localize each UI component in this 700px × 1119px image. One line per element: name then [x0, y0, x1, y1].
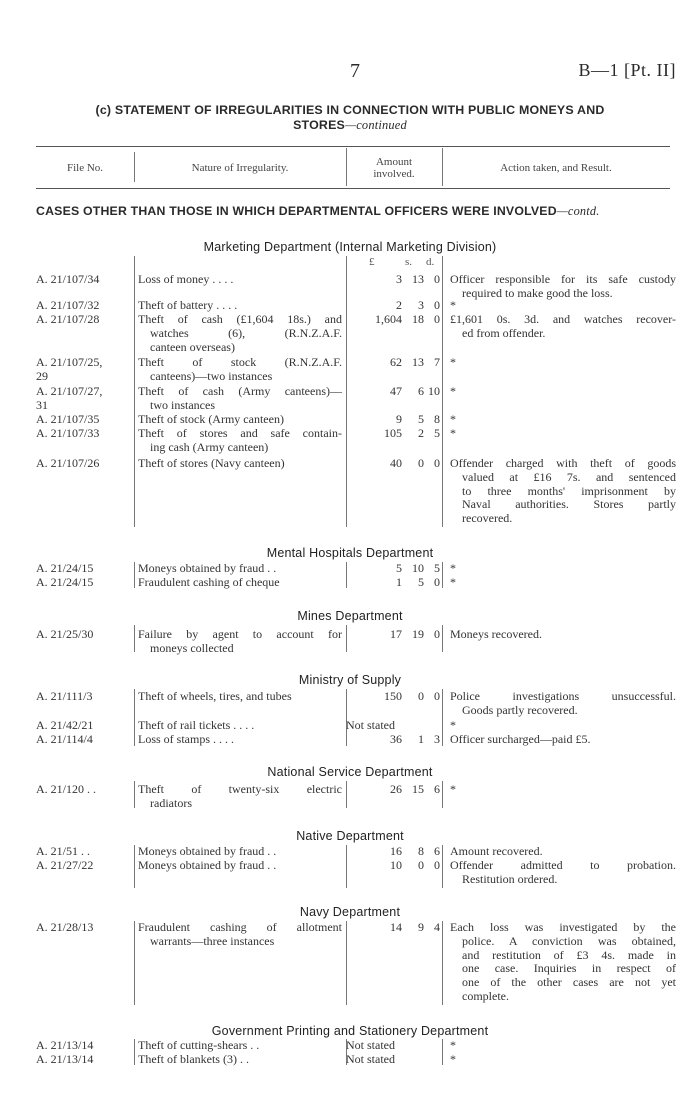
irregularity-nature [138, 859, 342, 873]
file-number [36, 562, 132, 576]
irregularity-nature [138, 1053, 342, 1067]
page-reference: B—1 [Pt. II] [578, 60, 676, 80]
amount-involved [346, 690, 440, 702]
action-result [450, 427, 676, 441]
amount-involved [346, 273, 440, 285]
amount-involved [346, 921, 440, 933]
file-number [36, 299, 132, 313]
amount-lsd [346, 562, 440, 574]
action-line: * [450, 718, 456, 732]
amount-lsd [346, 628, 440, 640]
column-divider [442, 845, 443, 888]
action-line: Officer surcharged—paid £5. [450, 732, 591, 746]
file-number-line: A. 21/107/25, [36, 355, 103, 369]
amount-pence: 0 [434, 312, 440, 326]
action-result [450, 457, 676, 526]
page-number: 7 [350, 60, 360, 82]
amount-pounds: 2 [396, 298, 402, 312]
amount-pence: 5 [434, 426, 440, 440]
action-line: * [450, 298, 456, 312]
department-heading: Ministry of Supply [298, 673, 402, 687]
amount-involved [346, 845, 440, 857]
amount-shillings: 15 [412, 782, 424, 796]
cases-heading-text: CASES OTHER THAN THOSE IN WHICH DEPARTMENTAL OFFICERS WERE INVOLVED [36, 204, 557, 218]
amount-pence: 0 [434, 858, 440, 872]
column-divider [134, 625, 135, 652]
column-divider [134, 562, 135, 588]
amount-involved [346, 733, 440, 745]
header-divider [134, 152, 135, 182]
file-number [36, 733, 132, 747]
action-line: Amount recovered. [450, 844, 543, 858]
action-line: Offender charged with theft of goods [450, 456, 676, 470]
amount-pence: 5 [434, 561, 440, 575]
action-result [450, 413, 676, 427]
action-result [450, 628, 676, 642]
amount-pounds: 62 [390, 355, 402, 369]
column-header-action: Action taken, and Result. [500, 162, 612, 174]
amount-involved [346, 299, 440, 311]
cases-heading [36, 204, 672, 219]
amount-lsd [346, 783, 440, 795]
lsd-shillings: s. [405, 256, 413, 268]
amount-lsd [346, 859, 440, 871]
file-number-line: A. 21/107/33 [36, 426, 100, 440]
file-number-line: A. 21/107/27, [36, 384, 103, 398]
amount-shillings: 2 [418, 426, 424, 440]
file-number-line: A. 21/24/15 [36, 561, 94, 575]
nature-line: Moneys obtained by fraud . . [138, 561, 277, 575]
action-line: required to make good the loss. [462, 285, 613, 300]
amount-lsd [346, 690, 440, 702]
title-line-2 [30, 118, 670, 133]
action-line: and restitution of £3 4s. made in [462, 947, 676, 962]
amount-pounds: 47 [390, 384, 402, 398]
irregularity-nature [138, 783, 342, 811]
irregularity-nature [138, 733, 342, 747]
nature-line: Theft of twenty-six electric [138, 782, 342, 796]
amount-pence: 0 [434, 627, 440, 641]
lsd-pounds: £ [369, 256, 375, 268]
action-result [450, 356, 676, 370]
amount-involved [346, 1053, 440, 1065]
file-number-line: A. 21/107/32 [36, 298, 100, 312]
action-line: * [450, 1052, 456, 1066]
file-number [36, 1039, 132, 1053]
file-number [36, 273, 132, 287]
department-heading: Native Department [296, 829, 404, 843]
action-line: one case. Inquiries in respect of [462, 961, 676, 976]
action-line: recovered. [462, 511, 513, 526]
column-divider [442, 1039, 443, 1065]
irregularity-nature [138, 385, 342, 413]
nature-line: ing cash (Army canteen) [150, 439, 269, 454]
file-number-line: A. 21/13/14 [36, 1038, 94, 1052]
amount-involved [346, 1039, 440, 1051]
column-header-amount-1: Amount [375, 156, 413, 168]
action-result [450, 313, 676, 341]
file-number-line: A. 21/107/34 [36, 272, 100, 286]
amount-involved [346, 356, 440, 368]
action-line: * [450, 412, 456, 426]
irregularity-nature [138, 921, 342, 949]
file-number [36, 313, 132, 327]
irregularity-nature [138, 576, 342, 590]
action-result [450, 1053, 676, 1067]
amount-involved [346, 859, 440, 871]
nature-line: Theft of blankets (3) . . [138, 1052, 249, 1066]
action-line: Police investigations unsuccessful. [450, 689, 676, 703]
file-number-line: A. 21/114/4 [36, 732, 93, 746]
amount-pence: 0 [434, 689, 440, 703]
file-number-line: A. 21/27/22 [36, 858, 94, 872]
irregularity-nature [138, 690, 342, 704]
irregularity-nature [138, 562, 342, 576]
amount-involved [346, 562, 440, 574]
title-line-2-text: STORES [293, 118, 346, 132]
table-top-rule [36, 146, 670, 147]
department-heading: Marketing Department (Internal Marketing Division) [203, 240, 497, 254]
amount-not-stated: Not stated [346, 718, 395, 732]
amount-lsd [346, 457, 440, 469]
file-number [36, 845, 132, 859]
nature-line: Theft of rail tickets . . . . [138, 718, 255, 732]
action-result [450, 783, 676, 797]
amount-pence: 3 [434, 732, 440, 746]
amount-shillings: 8 [418, 844, 424, 858]
action-line: to three months' imprisonment by [462, 483, 676, 498]
action-line: ed from offender. [462, 325, 546, 340]
action-line: complete. [462, 988, 509, 1003]
nature-line: Theft of stores and safe contain- [138, 426, 342, 440]
amount-pence: 0 [434, 272, 440, 286]
amount-lsd [346, 299, 440, 311]
amount-lsd [346, 356, 440, 368]
amount-shillings: 0 [418, 689, 424, 703]
table-header-rule [36, 188, 670, 189]
file-number [36, 457, 132, 471]
amount-pounds: 16 [390, 844, 402, 858]
file-number-line: A. 21/107/28 [36, 312, 100, 326]
action-result [450, 733, 676, 747]
cases-heading-contd: —contd. [556, 204, 600, 218]
file-number [36, 576, 132, 590]
amount-pence: 6 [434, 844, 440, 858]
amount-pounds: 10 [390, 858, 402, 872]
file-number-line: A. 21/24/15 [36, 575, 94, 589]
column-divider [442, 256, 443, 527]
column-header-file-no: File No. [66, 162, 104, 174]
action-result [450, 859, 676, 887]
amount-involved [346, 413, 440, 425]
column-divider [442, 921, 443, 1005]
amount-pounds: 1,604 [375, 312, 402, 326]
amount-pence: 4 [434, 920, 440, 934]
header-divider [442, 148, 443, 186]
action-result [450, 273, 676, 301]
amount-pounds: 1 [396, 575, 402, 589]
nature-line: Theft of cutting-shears . . [138, 1038, 260, 1052]
action-result [450, 1039, 676, 1053]
action-line: Restitution ordered. [462, 871, 558, 886]
action-result [450, 719, 676, 733]
column-divider [134, 256, 135, 527]
file-number [36, 783, 132, 797]
column-divider [442, 625, 443, 652]
department-heading: Navy Department [299, 905, 401, 919]
action-line: one of the other cases are not yet [462, 975, 676, 990]
amount-not-stated: Not stated [346, 1038, 395, 1052]
action-line: * [450, 575, 456, 589]
nature-line: Moneys obtained by fraud . . [138, 844, 277, 858]
amount-pence: 7 [434, 355, 440, 369]
action-line: valued at £16 7s. and sentenced [462, 469, 676, 484]
file-number-line: A. 21/107/35 [36, 412, 100, 426]
irregularity-nature [138, 299, 342, 313]
amount-pence: 10 [428, 384, 440, 398]
header-divider [346, 148, 347, 186]
file-number [36, 385, 132, 413]
amount-involved [346, 457, 440, 469]
nature-line: Fraudulent cashing of cheque [138, 575, 280, 589]
action-line: * [450, 561, 456, 575]
amount-shillings: 9 [418, 920, 424, 934]
action-line: Officer responsible for its safe custody [450, 272, 676, 286]
action-line: * [450, 1038, 456, 1052]
nature-line: Moneys obtained by fraud . . [138, 858, 277, 872]
amount-shillings: 13 [412, 355, 424, 369]
nature-line: moneys collected [150, 640, 234, 655]
nature-line: radiators [150, 795, 192, 810]
action-line: * [450, 782, 456, 796]
amount-lsd [346, 427, 440, 439]
action-result [450, 299, 676, 313]
nature-line: two instances [150, 397, 215, 412]
amount-involved [346, 427, 440, 439]
file-number-line: A. 21/120 . . [36, 782, 96, 796]
nature-line: Fraudulent cashing of allotment [138, 920, 342, 934]
amount-pounds: 40 [390, 456, 402, 470]
file-number-line: A. 21/25/30 [36, 627, 94, 641]
amount-shillings: 5 [418, 412, 424, 426]
amount-shillings: 10 [412, 561, 424, 575]
amount-shillings: 0 [418, 858, 424, 872]
action-result [450, 690, 676, 718]
amount-pounds: 3 [396, 272, 402, 286]
action-line: police. A conviction was obtained, [462, 933, 676, 948]
amount-lsd [346, 273, 440, 285]
department-heading: Government Printing and Stationery Department [211, 1024, 489, 1038]
irregularity-nature [138, 628, 342, 656]
irregularity-nature [138, 313, 342, 354]
amount-pence: 0 [434, 575, 440, 589]
file-number-line: A. 21/107/26 [36, 456, 100, 470]
irregularity-nature [138, 845, 342, 859]
amount-pounds: 17 [390, 627, 402, 641]
nature-line: Theft of cash (£1,604 18s.) and [138, 312, 342, 326]
file-number-line: 31 [36, 397, 48, 412]
column-divider [346, 921, 347, 1005]
amount-involved [346, 313, 440, 325]
action-result [450, 562, 676, 576]
amount-pounds: 9 [396, 412, 402, 426]
nature-line: Failure by agent to account for [138, 627, 342, 641]
amount-pence: 8 [434, 412, 440, 426]
lsd-pence: d. [426, 256, 435, 268]
irregularity-nature [138, 273, 342, 287]
amount-shillings: 6 [418, 384, 424, 398]
action-result [450, 921, 676, 1004]
nature-line: Loss of money . . . . [138, 272, 234, 286]
action-result [450, 385, 676, 399]
file-number-line: A. 21/111/3 [36, 689, 93, 703]
amount-shillings: 18 [412, 312, 424, 326]
amount-lsd [346, 385, 440, 397]
action-line: Moneys recovered. [450, 627, 542, 641]
amount-involved [346, 628, 440, 640]
file-number [36, 628, 132, 642]
amount-involved [346, 719, 440, 731]
amount-pounds: 150 [384, 689, 402, 703]
amount-shillings: 13 [412, 272, 424, 286]
file-number [36, 356, 132, 384]
amount-lsd [346, 576, 440, 588]
irregularity-nature [138, 427, 342, 455]
irregularity-nature [138, 719, 342, 733]
title-continued: —continued [345, 118, 407, 132]
action-line: Each loss was investigated by the [450, 920, 676, 934]
amount-shillings: 0 [418, 456, 424, 470]
statement-title [30, 103, 670, 133]
nature-line: Theft of battery . . . . [138, 298, 238, 312]
amount-pence: 0 [434, 456, 440, 470]
file-number [36, 1053, 132, 1067]
nature-line: Theft of stock (R.N.Z.A.F. [138, 355, 342, 369]
action-line: * [450, 384, 456, 398]
column-divider [442, 781, 443, 808]
amount-lsd [346, 413, 440, 425]
column-divider [134, 845, 135, 888]
column-divider [442, 562, 443, 588]
amount-lsd [346, 313, 440, 325]
department-heading: Mental Hospitals Department [266, 546, 434, 560]
department-heading: Mines Department [297, 609, 403, 623]
amount-involved [346, 576, 440, 588]
column-divider [442, 689, 443, 746]
amount-pence: 6 [434, 782, 440, 796]
amount-shillings: 19 [412, 627, 424, 641]
column-divider [134, 689, 135, 746]
column-divider [134, 1039, 135, 1065]
file-number [36, 719, 132, 733]
file-number-line: A. 21/51 . . [36, 844, 90, 858]
amount-pounds: 5 [396, 561, 402, 575]
irregularity-nature [138, 356, 342, 384]
nature-line: Theft of stores (Navy canteen) [138, 456, 285, 470]
amount-lsd [346, 845, 440, 857]
amount-pounds: 36 [390, 732, 402, 746]
amount-shillings: 5 [418, 575, 424, 589]
amount-involved [346, 385, 440, 397]
department-heading: National Service Department [267, 765, 433, 779]
amount-not-stated: Not stated [346, 1052, 395, 1066]
file-number [36, 690, 132, 704]
amount-shillings: 3 [418, 298, 424, 312]
column-header-nature: Nature of Irregularity. [191, 162, 289, 174]
file-number-line: A. 21/13/14 [36, 1052, 94, 1066]
file-number [36, 859, 132, 873]
amount-pounds: 26 [390, 782, 402, 796]
irregularity-nature [138, 413, 342, 427]
file-number [36, 427, 132, 441]
nature-line: Theft of stock (Army canteen) [138, 412, 284, 426]
file-number [36, 921, 132, 935]
column-divider [134, 921, 135, 1005]
title-line-1: (c) STATEMENT OF IRREGULARITIES IN CONNECTION WITH PUBLIC MONEYS AND [95, 103, 605, 117]
amount-pounds: 105 [384, 426, 402, 440]
amount-pounds: 14 [390, 920, 402, 934]
amount-lsd [346, 733, 440, 745]
file-number [36, 413, 132, 427]
file-number-line: A. 21/28/13 [36, 920, 94, 934]
nature-line: Theft of cash (Army canteens)— [138, 384, 342, 398]
amount-involved [346, 783, 440, 795]
amount-pence: 0 [434, 298, 440, 312]
amount-lsd [346, 921, 440, 933]
nature-line: watches (6), (R.N.Z.A.F. [150, 325, 342, 340]
column-header-amount-2: involved. [373, 168, 415, 180]
nature-line: warrants—three instances [150, 933, 275, 948]
action-line: * [450, 426, 456, 440]
column-header-amount [346, 150, 442, 186]
irregularity-nature [138, 457, 342, 471]
file-number-line: A. 21/42/21 [36, 718, 94, 732]
irregularity-nature [138, 1039, 342, 1053]
nature-line: Loss of stamps . . . . [138, 732, 234, 746]
nature-line: canteens)—two instances [150, 368, 273, 383]
action-line: Goods partly recovered. [462, 702, 578, 717]
action-line: £1,601 0s. 3d. and watches recover- [450, 312, 676, 326]
column-divider [134, 781, 135, 808]
action-line: * [450, 355, 456, 369]
file-number-line: 29 [36, 368, 48, 383]
action-line: Offender admitted to probation. [450, 858, 676, 872]
amount-shillings: 1 [418, 732, 424, 746]
action-result [450, 845, 676, 859]
action-line: Naval authorities. Stores partly [462, 497, 676, 512]
action-result [450, 576, 676, 590]
nature-line: canteen overseas) [150, 339, 235, 354]
nature-line: Theft of wheels, tires, and tubes [138, 689, 292, 703]
